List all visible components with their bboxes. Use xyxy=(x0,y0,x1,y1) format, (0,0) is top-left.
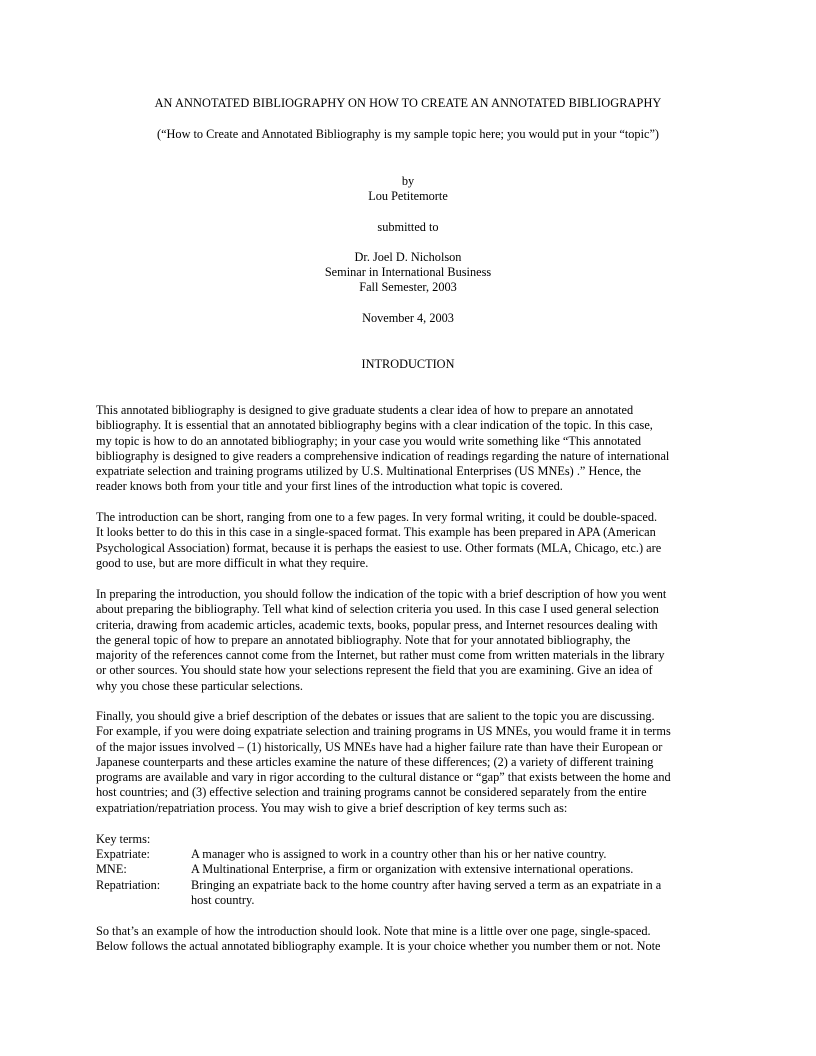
submitted-to-label: submitted to xyxy=(377,220,439,234)
paragraph-line: of the major issues involved – (1) historically, US MNEs have had a higher failure rate than have their European or xyxy=(96,739,663,754)
paragraph-line: Finally, you should give a brief description of the debates or issues that are salient to the topic you are discussing. xyxy=(96,709,655,723)
paragraph xyxy=(96,709,726,816)
paragraph-line: For example, if you were doing expatriate selection and training programs in US MNEs, you would frame it in terms xyxy=(96,724,671,739)
paragraph-line: the general topic of how to prepare an annotated bibliography. Note that for your annotated bibliography, the xyxy=(96,632,631,647)
document-date: November 4, 2003 xyxy=(362,311,454,325)
key-term-definition xyxy=(191,878,661,909)
document-subtitle: (“How to Create and Annotated Bibliography is my sample topic here; you would put in your “topic”) xyxy=(156,127,659,141)
course-name: Seminar in International Business xyxy=(324,265,492,279)
paragraph-line: In preparing the introduction, you should follow the indication of the topic with a brief description of how you went xyxy=(96,587,667,601)
paragraph-line: bibliography is designed to give readers a comprehensive indication of readings regarding the nature of international xyxy=(96,448,670,463)
key-term: Repatriation: xyxy=(96,878,161,892)
paragraph-line: or other sources. You should state how your selections represent the field that you are examining. Give an idea of xyxy=(96,663,653,678)
paragraph xyxy=(96,510,726,571)
paragraph-line: reader knows both from your title and your first lines of the introduction what topic is covered. xyxy=(96,479,563,494)
paragraph xyxy=(96,403,726,495)
paragraph-line: So that’s an example of how the introduction should look. Note that mine is a little over one page, single-spaced. xyxy=(96,924,651,938)
paragraph-line: why you chose these particular selections. xyxy=(96,678,303,693)
by-label: by xyxy=(401,174,415,188)
paragraph-line: This annotated bibliography is designed to give graduate students a clear idea of how to prepare an annotated xyxy=(96,403,634,417)
paragraph-line: programs are available and vary in rigor according to the cultural distance or “gap” that exists between the home and xyxy=(96,770,671,785)
paragraph xyxy=(96,587,726,694)
document-title: AN ANNOTATED BIBLIOGRAPHY ON HOW TO CREATE AN ANNOTATED BIBLIOGRAPHY xyxy=(154,96,662,110)
key-term-definition: A manager who is assigned to work in a country other than his or her native country. xyxy=(191,847,607,861)
paragraph-line: expatriation/repatriation process. You may wish to give a brief description of key terms such as: xyxy=(96,800,568,815)
paragraph-line: about preparing the bibliography. Tell what kind of selection criteria you used. In this case I used general selection xyxy=(96,602,659,617)
paragraph-line: It looks better to do this in this case in a single-spaced format. This example has been prepared in APA (American xyxy=(96,525,656,540)
paragraph-line: majority of the references cannot come from the Internet, but rather must come from written materials in the library xyxy=(96,648,665,663)
key-term-definition: A Multinational Enterprise, a firm or organization with extensive international operations. xyxy=(191,862,634,876)
paragraph-line: bibliography. It is essential that an annotated bibliography begins with a clear indication of the topic. In this case, xyxy=(96,418,653,433)
key-term-definition-line: host country. xyxy=(191,893,255,908)
professor-name: Dr. Joel D. Nicholson xyxy=(354,250,462,264)
key-term-definition-line: Bringing an expatriate back to the home country after having served a term as an expatriate in a xyxy=(191,878,662,892)
paragraph-line: The introduction can be short, ranging from one to a few pages. In very formal writing, it could be double-spaced. xyxy=(96,510,658,524)
paragraph-line: my topic is how to do an annotated bibliography; in your case you would write something like “This annotated xyxy=(96,433,642,448)
paragraph-line: criteria, drawing from academic articles, academic texts, books, popular press, and Internet resources dealing with xyxy=(96,617,658,632)
paragraph-line: good to use, but are more difficult in what they require. xyxy=(96,555,369,570)
author-name: Lou Petitemorte xyxy=(368,189,448,203)
key-terms-heading: Key terms: xyxy=(96,832,151,846)
paragraph-line: Below follows the actual annotated bibliography example. It is your choice whether you number them or not. Note xyxy=(96,939,661,954)
key-term: MNE: xyxy=(96,862,127,876)
paragraph xyxy=(96,924,726,955)
semester: Fall Semester, 2003 xyxy=(359,280,457,294)
paragraph-line: Japanese counterparts and these articles examine the nature of these differences; (2) a variety of different training xyxy=(96,754,654,769)
paragraph-line: expatriate selection and training programs utilized by U.S. Multinational Enterprises (US MNEs) .” Hence, the xyxy=(96,464,642,479)
section-heading-introduction: INTRODUCTION xyxy=(361,357,455,371)
paragraph-line: host countries; and (3) effective selection and training programs cannot be considered separately from the entire xyxy=(96,785,647,800)
paragraph-line: Psychological Association) format, because it is perhaps the easiest to use. Other formats (MLA, Chicago, etc.) are xyxy=(96,540,662,555)
key-term: Expatriate: xyxy=(96,847,150,861)
